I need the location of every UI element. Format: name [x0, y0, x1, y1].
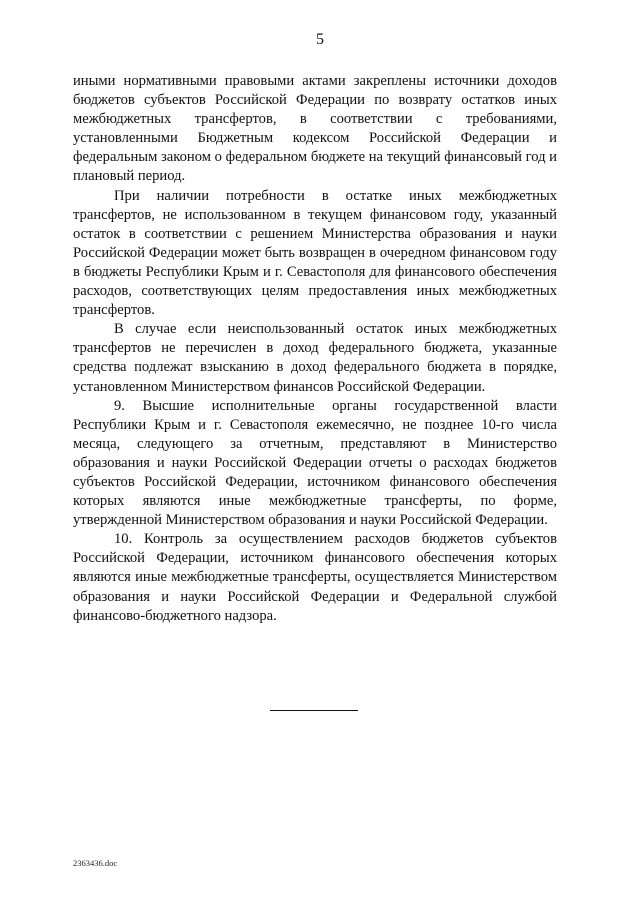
end-separator-line [270, 710, 358, 711]
page-number: 5 [316, 31, 324, 48]
document-file-code: 2363436.doc [73, 858, 118, 868]
document-body [73, 72, 557, 626]
paragraph-continuation: иными нормативными правовыми актами закреплены источники доходов бюджетов субъектов Российской Федерации по возврату остатков иных межбюджетных трансфертов, в соответствии с требованиями, установленными Бюджетным кодексом Российской Федерации и федеральным законом о федеральном бюджете на текущий финансовый год и плановый период. [73, 73, 557, 185]
paragraph-recovery-to-federal-budget: В случае если неиспользованный остаток иных межбюджетных трансфертов не перечислен в доход федерального бюджета, указанные средства подлежат взысканию в доход федерального бюджета в порядке, установленном Министерством финансов Российской Федерации. [73, 321, 557, 395]
paragraph-unused-balance-return: При наличии потребности в остатке иных межбюджетных трансфертов, не использованном в текущем финансовом году, указанный остаток в соответствии с решением Министерства образования и науки Российской Федерации может быть возвращен в очередном финансовом году в бюджеты Республики Крым и г. Севастополя для финансового обеспечения расходов, соответствующих целям предоставления иных межбюджетных трансфертов. [73, 187, 557, 319]
paragraph-item-10-control: 10. Контроль за осуществлением расходов бюджетов субъектов Российской Федерации, источником финансового обеспечения которых являются иные межбюджетные трансферты, осуществляется Министерством образования и науки Российской Федерации и Федеральной службой финансово-бюджетного надзора. [73, 531, 557, 624]
paragraph-item-9-reports: 9. Высшие исполнительные органы государственной власти Республики Крым и г. Севастополя ежемесячно, не позднее 10-го числа месяца, следующего за отчетным, представляют в Министерство образования и науки Российской Федерации отчеты о расходах бюджетов субъектов Российской Федерации, источником финансового обеспечения которых являются иные межбюджетные трансферты, по форме, утвержденной Министерством образования и науки Российской Федерации. [73, 397, 557, 529]
